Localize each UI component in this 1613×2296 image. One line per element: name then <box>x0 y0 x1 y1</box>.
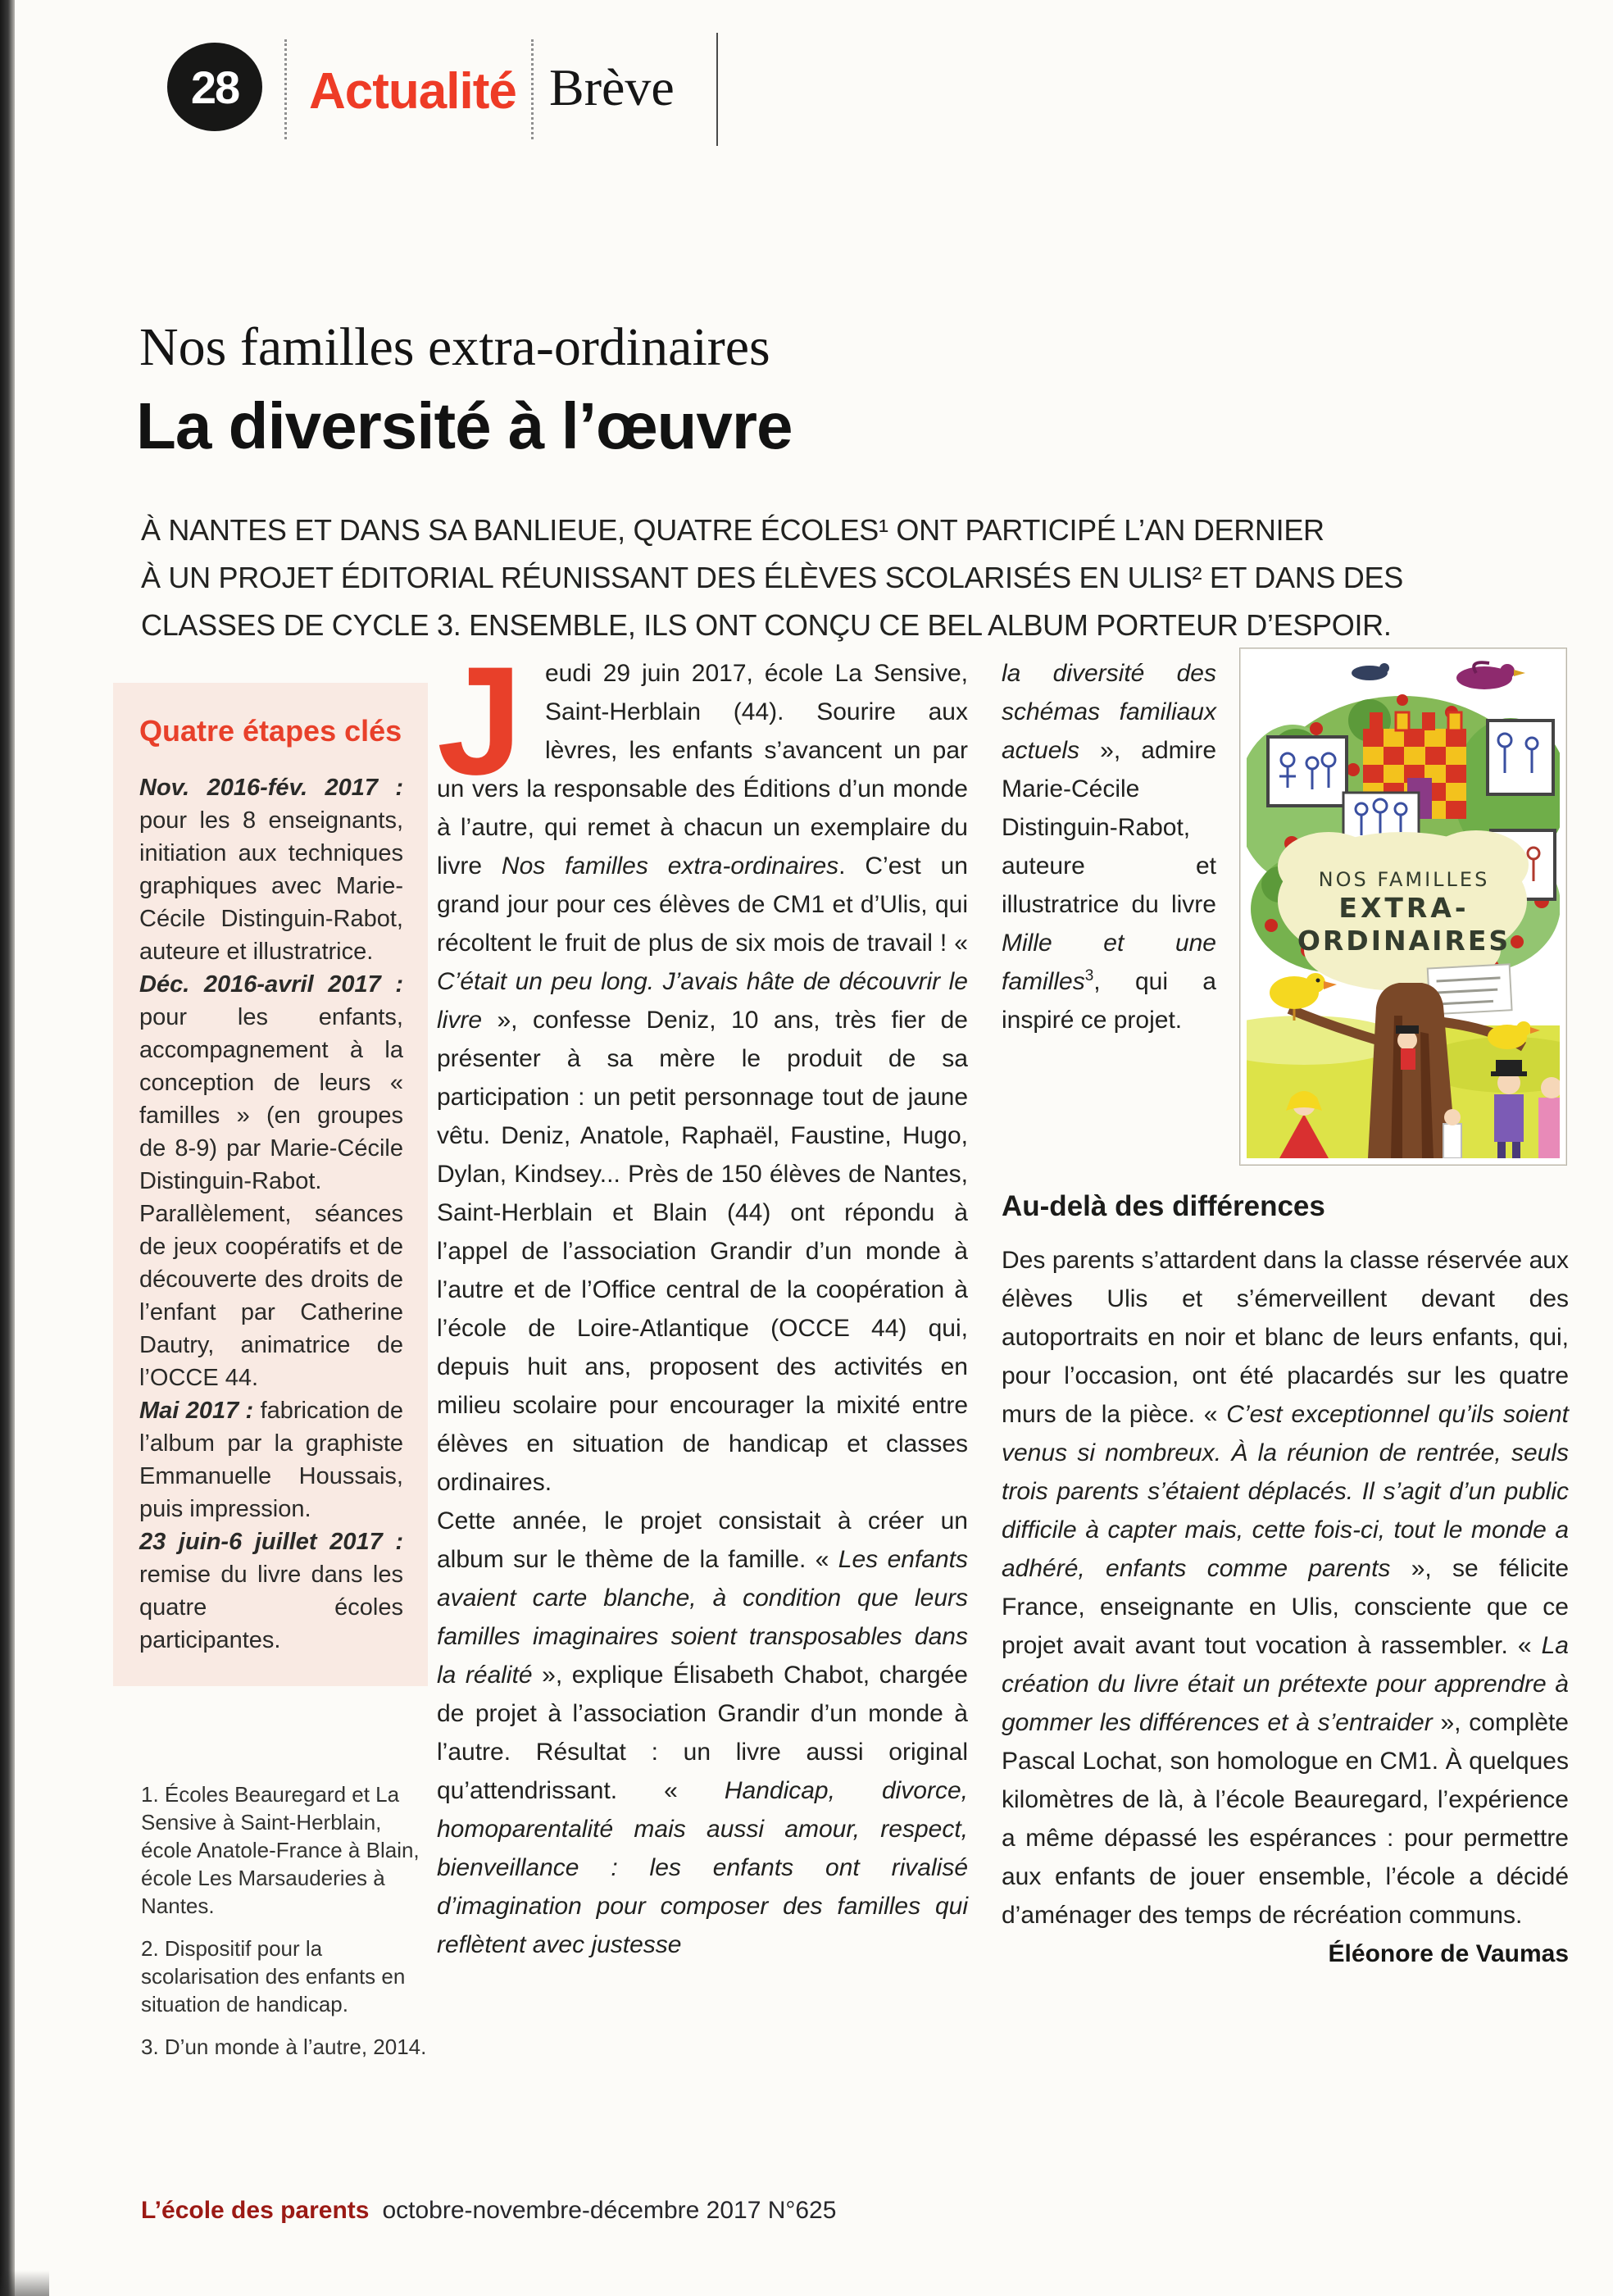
lead-line: À NANTES ET DANS SA BANLIEUE, QUATRE ÉCOLES¹ ONT PARTICIPÉ L’AN DERNIER <box>141 513 1324 547</box>
drop-cap: J <box>437 634 523 807</box>
sidebar-title: Quatre étapes clés <box>139 714 402 748</box>
kicker-title: Nos familles extra-ordinaires <box>139 317 770 377</box>
lead-line: À UN PROJET ÉDITORIAL RÉUNISSANT DES ÉLÈVES SCOLARISÉS EN ULIS² ET DANS DES <box>141 561 1403 594</box>
sidebar-entry-text: remise du livre dans les quatre écoles participantes. <box>139 1562 403 1653</box>
sidebar-entry-label: Déc. 2016-avril 2017 : <box>139 971 403 998</box>
page-number: 28 <box>190 61 239 113</box>
sidebar-entry-label: Nov. 2016-fév. 2017 : <box>139 775 403 801</box>
header-divider <box>284 39 287 139</box>
sidebar-entry <box>139 968 403 1394</box>
book-cover-title-line1: NOS FAMILLES <box>1318 868 1490 891</box>
header-end-rule <box>716 33 718 146</box>
paragraph-text: la diversité des schémas familiaux actuels », admire Marie-Cécile Distinguin-Rabot, auteure et illustratrice du livre Mille et une familles$^3$, qui a inspiré ce projet. <box>1002 660 1216 1034</box>
book-cover-title-line2: EXTRA- <box>1338 892 1470 924</box>
scan-edge <box>0 0 15 2296</box>
footnotes <box>141 1780 429 2075</box>
sidebar-entry-text: pour les enfants, accompagnement à la conception de leurs « familles » (en groupes de 8-9) par Marie-Cécile Distinguin-Rabot. Parallèlement, séances de jeux coopératifs et de découverte des droits de l’enfant par Catherine Dautry, animatrice de l’OCCE 44. <box>139 1004 403 1391</box>
body-paragraph <box>437 634 968 1502</box>
sidebar-entry <box>139 1525 403 1657</box>
page-number-badge <box>167 43 262 131</box>
sidebar-box <box>113 683 428 1686</box>
header-divider <box>531 39 534 139</box>
subsection-label: Brève <box>549 58 675 116</box>
body-paragraph <box>437 1502 968 1964</box>
sidebar-entry <box>139 1394 403 1525</box>
issue-info: octobre-novembre-décembre 2017 N°625 <box>382 2197 837 2224</box>
book-cover <box>1239 648 1567 1166</box>
article-continuation-wide <box>1002 1241 1569 1973</box>
page-footer <box>141 2197 836 2225</box>
sidebar-entry <box>139 771 403 968</box>
sidebar-entry-label: Mai 2017 : <box>139 1398 254 1424</box>
book-cover-illustration <box>1247 655 1560 1158</box>
lead-line: CLASSES DE CYCLE 3. ENSEMBLE, ILS ONT CONÇU CE BEL ALBUM PORTEUR D’ESPOIR. <box>141 608 1392 642</box>
article-body-column <box>437 634 969 1964</box>
subheading: Au-delà des différences <box>1002 1190 1325 1222</box>
sidebar-entry-text: pour les 8 enseignants, initiation aux techniques graphiques avec Marie-Cécile Distinguin-Rabot, auteure et illustratrice. <box>139 807 403 965</box>
sidebar-entry-label: 23 juin-6 juillet 2017 : <box>139 1529 403 1555</box>
footnote-item: 1. Écoles Beauregard et La Sensive à Saint-Herblain, école Anatole-France à Blain, école Les Marsauderies à Nantes. <box>141 1782 420 1918</box>
paragraph-text: eudi 29 juin 2017, école La Sensive, Saint-Herblain (44). Sourire aux lèvres, les enfants s’avancent un par un vers la responsable des Éditions d’un monde à l’autre, qui remet à chacun un exemplaire du livre Nos familles extra-ordinaires. C’est un grand jour pour ces élèves de CM1 et d’Ulis, qui récoltent le fruit de plus de six mois de travail ! « C’était un peu long. J’avais hâte de découvrir le livre », confesse Deniz, 10 ans, très fier de présenter à sa mère le produit de sa participation : un petit personnage tout de jaune vêtu. Deniz, Anatole, Raphaël, Faustine, Hugo, Dylan, Kindsey... Près de 150 élèves de Nantes, Saint-Herblain et Blain (44) ont répondu à l’appel de l’association Grandir d’un monde à l’autre et de l’Office central de la coopération à l’école de Loire-Atlantique (OCCE 44) qui, depuis huit ans, proposent des activités en milieu scolaire pour encourager la mixité entre élèves en situation de handicap et classes ordinaires. <box>437 660 968 1496</box>
magazine-name: L’école des parents <box>141 2197 370 2224</box>
footnote-item: 2. Dispositif pour la scolarisation des enfants en situation de handicap. <box>141 1936 406 2016</box>
article-lead <box>141 507 1567 649</box>
author-byline: Éléonore de Vaumas <box>1328 1940 1569 1967</box>
section-label: Actualité <box>309 63 516 120</box>
page-title: La diversité à l’œuvre <box>136 389 793 462</box>
paragraph-text: Des parents s’attardent dans la classe réservée aux élèves Ulis et s’émerveillent devant des autoportraits en noir et blanc de leurs enfants, qui, pour l’occasion, ont été placardés sur les quatre murs de la pièce. « C’est exceptionnel qu’ils soient venus si nombreux. À la réunion de rentrée, seuls trois parents s’étaient déplacés. Il s’agit d’un public difficile à capter mais, cette fois-ci, tout le monde a adhéré, enfants comme parents », se félicite France, enseignante en Ulis, consciente que ce projet avait avant tout vocation à rassembler. « La création du livre était un prétexte pour apprendre à gommer les différences et à s’entraider », complète Pascal Lochat, son homologue en CM1. À quelques kilomètres de là, à l’école Beauregard, l’expérience a même dépassé les espérances : pour permettre aux enfants de jouer ensemble, l’école a décidé d’aménager des temps de récréation communs. Éléonore de Vaumas <box>1002 1247 1569 1929</box>
footnote-item: 3. D’un monde à l’autre, 2014. <box>141 2035 427 2059</box>
scan-edge-shadow <box>0 2271 49 2296</box>
paragraph-text: Cette année, le projet consistait à créer un album sur le thème de la famille. « Les enfants avaient carte blanche, à condition que leurs familles imaginaires soient transposables dans la réalité », explique Élisabeth Chabot, chargée de projet à l’association Grandir d’un monde à l’autre. Résultat : un livre aussi original qu’attendrissant. « Handicap, divorce, homoparentalité mais aussi amour, respect, bienveillance : les enfants ont rivalisé d’imagination pour composer des familles qui reflètent avec justesse <box>437 1507 969 1958</box>
book-cover-title-line3: ORDINAIRES <box>1297 925 1511 957</box>
article-continuation-narrow <box>1002 654 1216 1039</box>
sidebar-entry-text: fabrication de l’album par la graphiste Emmanuelle Houssais, puis impression. <box>139 1398 403 1522</box>
